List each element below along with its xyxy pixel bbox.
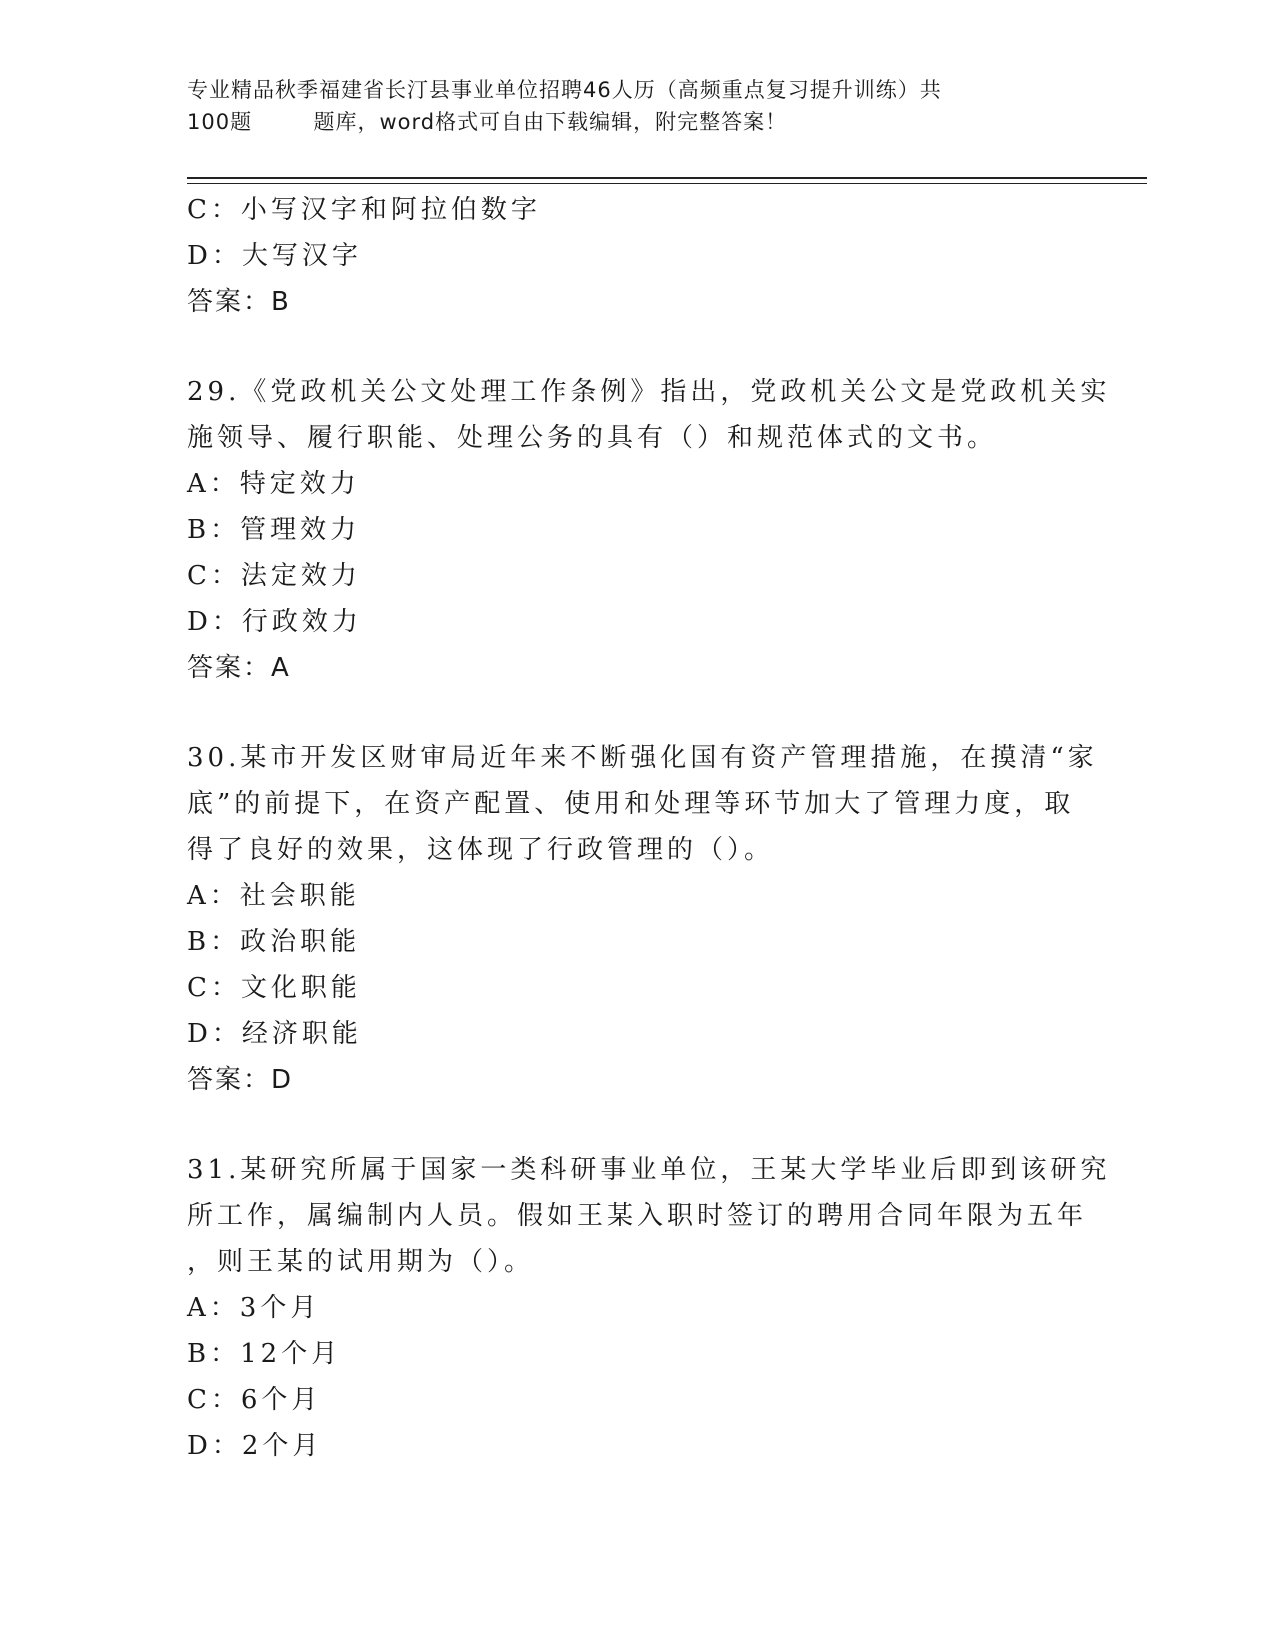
- option-d: D：大写汉字: [187, 241, 362, 271]
- option-b: B：政治职能: [187, 927, 361, 957]
- header-divider-thick: [187, 177, 1147, 179]
- option-c: C：法定效力: [187, 561, 361, 591]
- document-header: [187, 74, 1047, 138]
- question-list: [187, 187, 1111, 1469]
- header-divider-thin: [187, 183, 1147, 184]
- header-title-line-2: 100题 题库，word格式可自由下载编辑，附完整答案！: [187, 110, 788, 134]
- header-title-line-1: 专业精品秋季福建省长汀县事业单位招聘46人历（高频重点复习提升训练）共: [187, 78, 942, 102]
- option-c: C：小写汉字和阿拉伯数字: [187, 195, 541, 225]
- question-text-line: 29.《党政机关公文处理工作条例》指出，党政机关公文是党政机关实: [187, 377, 1111, 407]
- previous-question-tail: [187, 187, 1087, 325]
- question-31: [187, 1147, 1111, 1469]
- option-c: C：6个月: [187, 1385, 322, 1415]
- option-d: D：经济职能: [187, 1019, 362, 1049]
- question-text-line: 31.某研究所属于国家一类科研事业单位，王某大学毕业后即到该研究: [187, 1155, 1111, 1185]
- question-text-line: 施领导、履行职能、处理公务的具有（）和规范体式的文书。: [187, 423, 998, 453]
- question-text-line: 底”的前提下，在资产配置、使用和处理等环节加大了管理力度，取: [187, 789, 1075, 819]
- option-d: D：2个月: [187, 1431, 323, 1461]
- question-30: [187, 735, 1098, 1103]
- question-text-line: 30.某市开发区财审局近年来不断强化国有资产管理措施，在摸清“家: [187, 743, 1098, 773]
- question-text-line: 所工作，属编制内人员。假如王某入职时签订的聘用合同年限为五年: [187, 1201, 1088, 1231]
- option-d: D：行政效力: [187, 607, 362, 637]
- question-29: [187, 369, 1111, 691]
- option-c: C：文化职能: [187, 973, 361, 1003]
- answer-line: 答案：D: [187, 1065, 294, 1095]
- option-b: B：管理效力: [187, 515, 361, 545]
- answer-line: 答案：B: [187, 287, 291, 317]
- question-text-line: 得了良好的效果，这体现了行政管理的（）。: [187, 835, 775, 865]
- option-a: A：社会职能: [187, 881, 360, 911]
- option-b: B：12个月: [187, 1339, 342, 1369]
- answer-line: 答案：A: [187, 653, 291, 683]
- option-a: A：3个月: [187, 1293, 321, 1323]
- option-a: A：特定效力: [187, 469, 360, 499]
- question-text-line: ，则王某的试用期为（）。: [187, 1247, 535, 1277]
